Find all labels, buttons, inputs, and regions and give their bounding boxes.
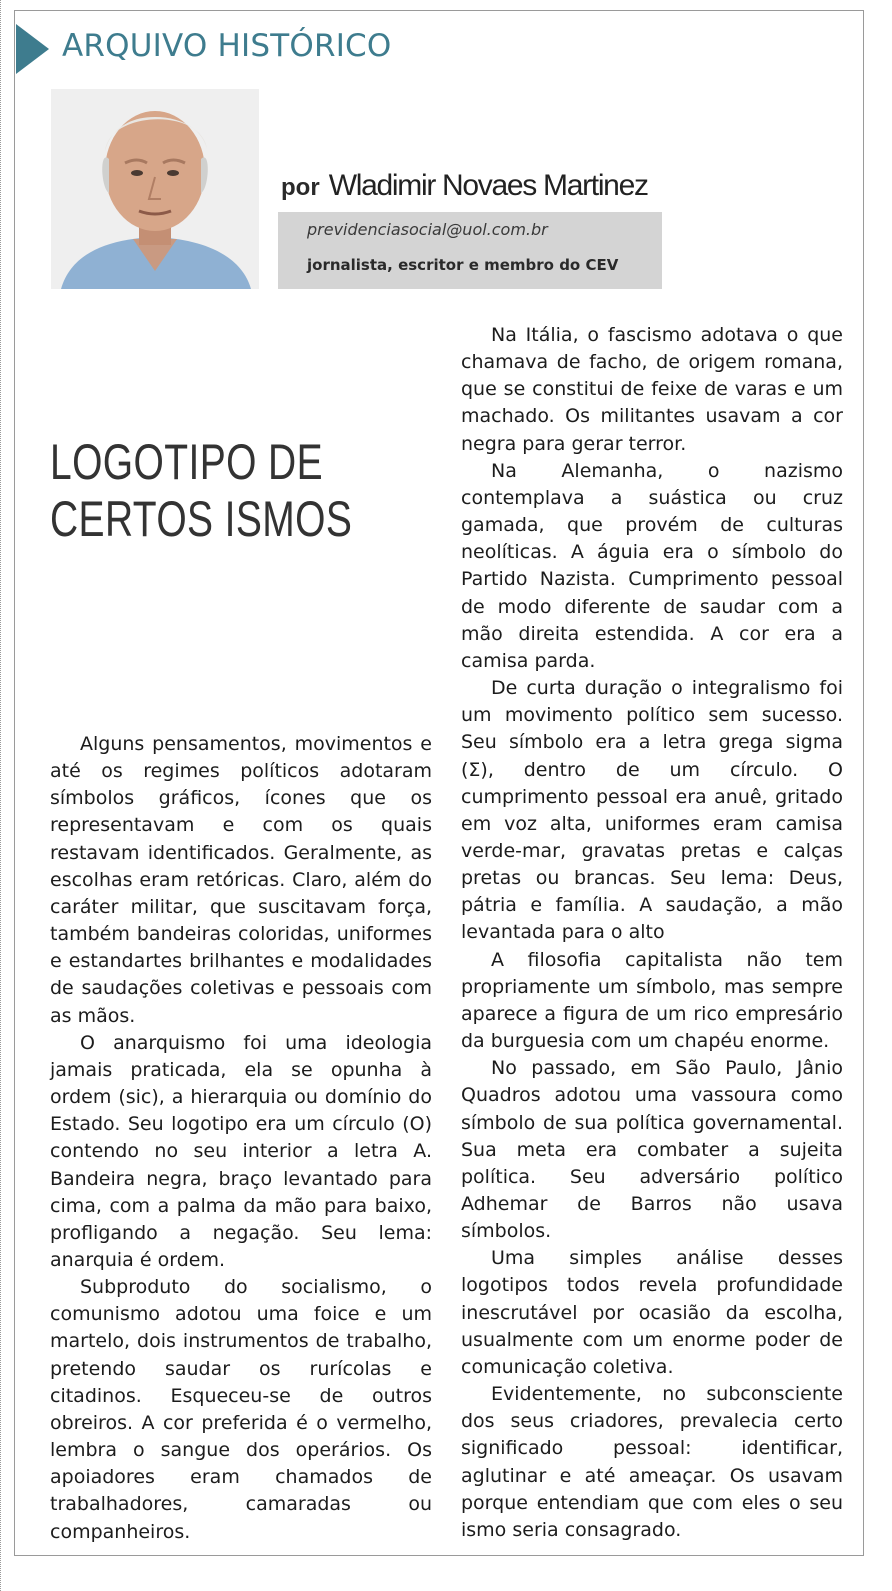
byline-prefix: por <box>281 174 320 201</box>
paragraph: Na Itália, o fascismo adotava o que chamava de facho, de origem romana, que se constitui de feixe de varas e um machado. Os militantes usavam a cor negra para gerar terror. <box>461 324 843 455</box>
article-column-left <box>50 731 432 1546</box>
author-info-box <box>278 212 662 289</box>
paragraph: Alguns pensamentos, movimentos e até os regimes políticos adotaram símbolos gráficos, ícones que os representavam e com os quais restavam identificados. Geralmente, as escolhas eram retóricas. Claro, além do caráter militar, que suscitavam força, também bandeiras coloridas, uniformes e estandartes brilhantes e modalidades de saudações coletivas e pessoais com as mãos. <box>50 733 432 1027</box>
headline-line-2: CERTOS ISMOS <box>50 491 353 547</box>
headline-line-1: LOGOTIPO DE <box>50 434 324 490</box>
paragraph: Subproduto do socialismo, o comunismo adotou uma foice e um martelo, dois instrumentos de trabalho, pretendo saudar os rurícolas e citadinos. Esqueceu-se de outros obreiros. A cor preferida é o vermelho, lembra o sangue dos operários. Os apoiadores eram chamados de trabalhadores, camaradas ou companheiros. <box>50 1276 432 1543</box>
section-arrow-icon <box>16 24 49 74</box>
author-byline <box>281 166 648 210</box>
author-email: previdenciasocial@uol.com.br <box>307 220 548 239</box>
paragraph: Uma simples análise desses logotipos todos revela profundidade inescrutável por ocasião da escolha, usualmente com um enorme poder de comunicação coletiva. <box>461 1247 843 1378</box>
author-photo <box>51 89 259 289</box>
article-column-right <box>461 322 843 1544</box>
left-margin-rule <box>0 0 3 1591</box>
paragraph: A filosofia capitalista não tem propriamente um símbolo, mas sempre aparece a figura de um rico empresário da burguesia com um chapéu enorme. <box>461 948 843 1053</box>
paragraph: Evidentemente, no subconsciente dos seus criadores, prevalecia certo significado pessoal: identificar, aglutinar e até ameaçar. Os usavam porque entendiam que com eles o seu ismo seria consagrado. <box>461 1383 843 1541</box>
section-title: ARQUIVO HISTÓRICO <box>62 28 392 64</box>
paragraph: Na Alemanha, o nazismo contemplava a suástica ou cruz gamada, que provém de culturas neolíticas. A águia era o símbolo do Partido Nazista. Cumprimento pessoal de modo diferente de saudar com a mão direita estendida. A cor era a camisa parda. <box>461 459 843 672</box>
paragraph: No passado, em São Paulo, Jânio Quadros adotou uma vassoura como símbolo de sua política governamental. Sua meta era combater a sujeita política. Seu adversário político Adhemar de Barros não usava símbolos. <box>461 1057 843 1243</box>
author-portrait-icon <box>51 89 259 289</box>
article-headline <box>50 434 352 548</box>
paragraph: De curta duração o integralismo foi um movimento político sem sucesso. Seu símbolo era a letra grega sigma (Σ), dentro de um círculo. O cumprimento pessoal era anuê, gritado em voz alta, uniformes eram camisa verde-mar, gravatas pretas e calças pretas ou brancas. Seu lema: Deus, pátria e família. A saudação, a mão levantada para o alto <box>461 677 843 944</box>
paragraph: O anarquismo foi uma ideologia jamais praticada, ela se opunha à ordem (sic), a hierarquia ou domínio do Estado. Seu logotipo era um círculo (O) contendo no seu interior a letra A. Bandeira negra, braço levantado para cima, com a palma da mão para baixo, profligando a negação. Seu lema: anarquia é ordem. <box>50 1031 432 1271</box>
author-role: jornalista, escritor e membro do CEV <box>307 256 619 274</box>
author-name: Wladimir Novaes Martinez <box>328 169 648 202</box>
